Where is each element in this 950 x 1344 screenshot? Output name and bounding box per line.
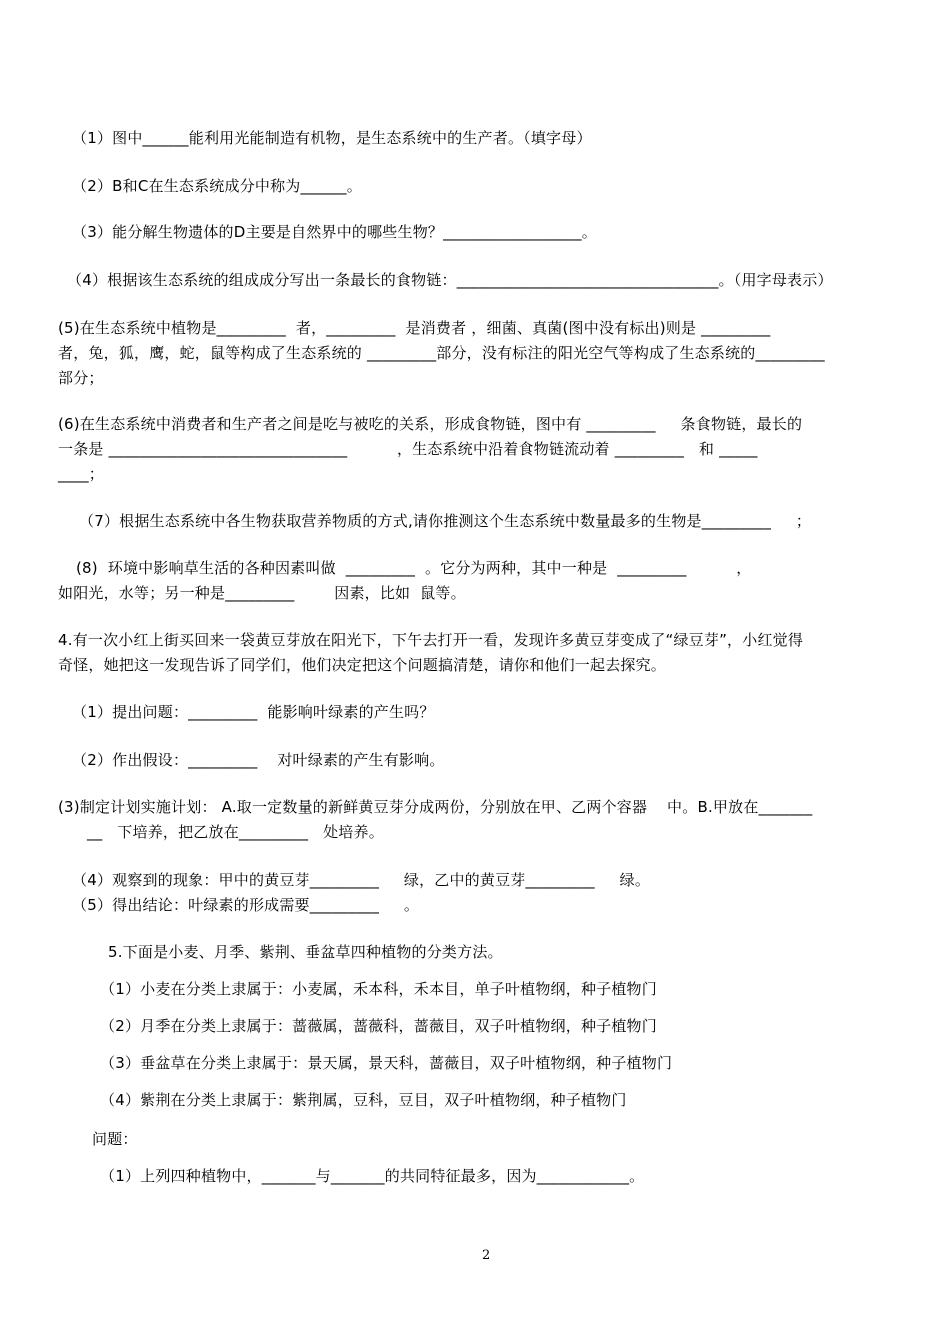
q4-step1: （1）提出问题：_________ 能影响叶绿素的产生吗？ [72,703,435,721]
q5-item-3: （3）垂盆草在分类上隶属于：景天属，景天科，蔷薇目，双子叶植物纲，种子植物门 [100,1054,673,1072]
q3-part1: （1）图中______能利用光能制造有机物，是生态系统中的生产者。（填字母） [72,129,592,147]
q4-step5: （5）得出结论：叶绿素的形成需要_________ 。 [72,896,420,914]
q4-intro-line1: 4.有一次小红上街买回来一袋黄豆芽放在阳光下，下午去打开一看，发现许多黄豆芽变成了“绿豆芽”，小红觉得 [58,631,804,649]
q5-intro: 5.下面是小麦、月季、紫荆、垂盆草四种植物的分类方法。 [108,943,503,961]
q5-question-label: 问题： [92,1130,138,1148]
q4-step4: （4）观察到的现象：甲中的黄豆芽_________ 绿，乙中的黄豆芽_________ 绿。 [72,871,651,889]
q3-part2: （2）B和C在生态系统成分中称为______。 [72,177,362,195]
page-number: 2 [482,1248,491,1263]
q4-step3-line2: __ 下培养，把乙放在_________ 处培养。 [87,823,384,841]
q3-part5-line2: 者，兔，狐，鹰，蛇，鼠等构成了生态系统的 _________部分，没有标注的阳光空气等构成了生态系统的_________ [58,344,825,362]
q3-part6-line3: ____； [58,465,105,483]
q5-question-1: （1）上列四种植物中，_______与_______的共同特征最多，因为____________。 [100,1167,645,1185]
q4-step2: （2）作出假设：_________ 对叶绿素的产生有影响。 [72,751,445,769]
q3-part8-line1: (8) 环境中影响草生活的各种因素叫做 _________ 。它分为两种，其中一种是 _________ ， [76,559,752,577]
q5-item-4: （4）紫荆在分类上隶属于：紫荆属，豆科，豆目，双子叶植物纲，种子植物门 [100,1091,627,1109]
q3-part5-line3: 部分； [58,369,104,387]
q4-step3-line1: (3)制定计划实施计划： A.取一定数量的新鲜黄豆芽分成两份，分别放在甲、乙两个容器 中。B.甲放在_______ [58,798,813,816]
q5-item-2: （2）月季在分类上隶属于：蔷薇属，蔷薇科，蔷薇目，双子叶植物纲，种子植物门 [100,1017,657,1035]
q4-intro-line2: 奇怪，她把这一发现告诉了同学们，他们决定把这个问题搞清楚，请你和他们一起去探究。 [58,656,667,674]
q3-part5-line1: (5)在生态系统中植物是_________ 者，_________ 是消费者 ，细菌、真菌(图中没有标出)则是 _________ [58,319,771,337]
q3-part3: （3）能分解生物遗体的D主要是自然界中的哪些生物？__________________。 [72,223,597,241]
q3-part6-line2: 一条是 _______________________________ ，生态系统中沿着食物链流动着 _________ 和 _____ [58,440,758,458]
q3-part7: （7）根据生态系统中各生物获取营养物质的方式,请你推测这个生态系统中数量最多的生物是_________ ； [79,512,812,530]
q3-part8-line2: 如阳光，水等；另一种是_________ 因素，比如 鼠等。 [58,584,466,602]
q5-item-1: （1）小麦在分类上隶属于：小麦属，禾本科，禾本目，单子叶植物纲，种子植物门 [100,980,657,998]
q3-part4: （4）根据该生态系统的组成成分写出一条最长的食物链：__________________________________。（用字母表示） [67,271,833,289]
q3-part6-line1: (6)在生态系统中消费者和生产者之间是吃与被吃的关系，形成食物链，图中有 _________ 条食物链，最长的 [58,415,803,433]
